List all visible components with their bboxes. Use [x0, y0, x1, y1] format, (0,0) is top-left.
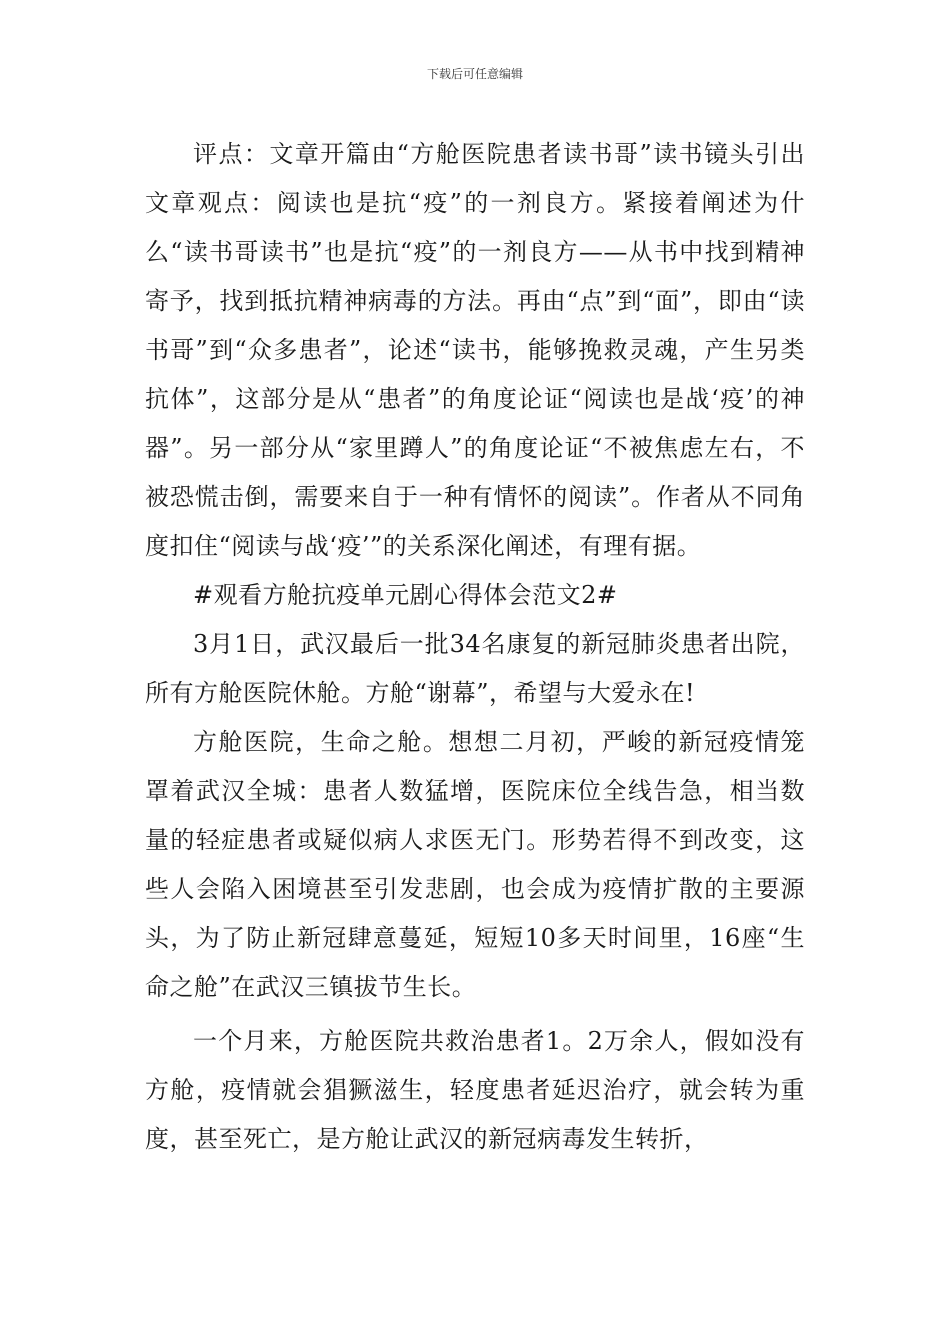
page-header: 下载后可任意编辑 [426, 67, 523, 81]
body-paragraph: 3月1日，武汉最后一批34名康复的新冠肺炎患者出院，所有方舱医院休舱。方舱“谢幕”，希望与大爱永在! [145, 630, 805, 707]
document-body [145, 130, 805, 1164]
commentary-paragraph: 评点：文章开篇由“方舱医院患者读书哥”读书镜头引出文章观点：阅读也是抗“疫”的一剂良方。紧接着阐述为什么“读书哥读书”也是抗“疫”的一剂良方——从书中找到精神寄予，找到抵抗精神病毒的方法。再由“点”到“面”，即由“读书哥”到“众多患者”，论述“读书，能够挽救灵魂，产生另类抗体”，这部分是从“患者”的角度论证“阅读也是战‘疫’的神器”。另一部分从“家里蹲人”的角度论证“不被焦虑左右，不被恐慌击倒，需要来自于一种有情怀的阅读”。作者从不同角度扣住“阅读与战‘疫’”的关系深化阐述，有理有据。 [145, 140, 805, 560]
body-paragraph: 方舱医院，生命之舱。想想二月初，严峻的新冠疫情笼罩着武汉全城：患者人数猛增，医院床位全线告急，相当数量的轻症患者或疑似病人求医无门。形势若得不到改变，这些人会陷入困境甚至引发悲剧，也会成为疫情扩散的主要源头，为了防止新冠肆意蔓延，短短10多天时间里，16座“生命之舱”在武汉三镇拔节生长。 [145, 728, 805, 1001]
section-heading: #观看方舱抗疫单元剧心得体会范文2# [193, 581, 618, 609]
body-paragraph: 一个月来，方舱医院共救治患者1。2万余人，假如没有方舱，疫情就会猖獗滋生，轻度患者延迟治疗，就会转为重度，甚至死亡，是方舱让武汉的新冠病毒发生转折， [145, 1027, 805, 1153]
